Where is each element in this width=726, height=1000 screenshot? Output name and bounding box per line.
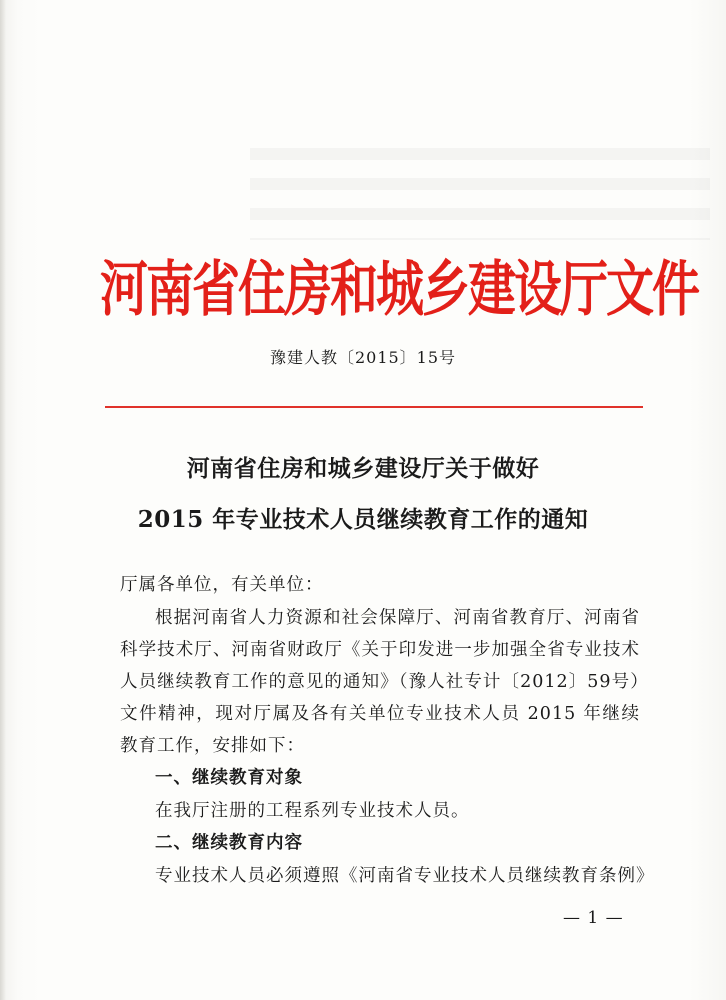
section-heading-2: 二、继续教育内容 <box>155 833 303 853</box>
section-text-2: 专业技术人员必须遵照《河南省专业技术人员继续教育条例》 <box>155 866 655 886</box>
show-through-bleed <box>250 130 710 240</box>
addressee: 厅属各单位，有关单位： <box>120 575 324 595</box>
scan-edge-shadow <box>0 0 6 1000</box>
section-heading-1: 一、继续教育对象 <box>155 768 303 788</box>
red-divider-rule <box>105 406 643 408</box>
page-number: — 1 — <box>563 908 624 928</box>
section-text-1: 在我厅注册的工程系列专业技术人员。 <box>155 801 470 821</box>
notice-title-line2: 2015 年专业技术人员继续教育工作的通知 <box>137 506 589 533</box>
body-paragraph: 根据河南省人力资源和社会保障厅、河南省教育厅、河南省科学技术厅、河南省财政厅《关于印发进一步加强全省专业技术人员继续教育工作的意见的通知》（豫人社专计〔2012〕59号）文件精神，现对厅属及各有关单位专业技术人员 2015 年继续教育工作，安排如下： <box>120 608 640 756</box>
notice-title-line1: 河南省住房和城乡建设厅关于做好 <box>186 455 540 482</box>
document-number: 豫建人教〔2015〕15号 <box>269 348 457 367</box>
document-header: 河南省住房和城乡建设厅文件 <box>100 255 699 325</box>
